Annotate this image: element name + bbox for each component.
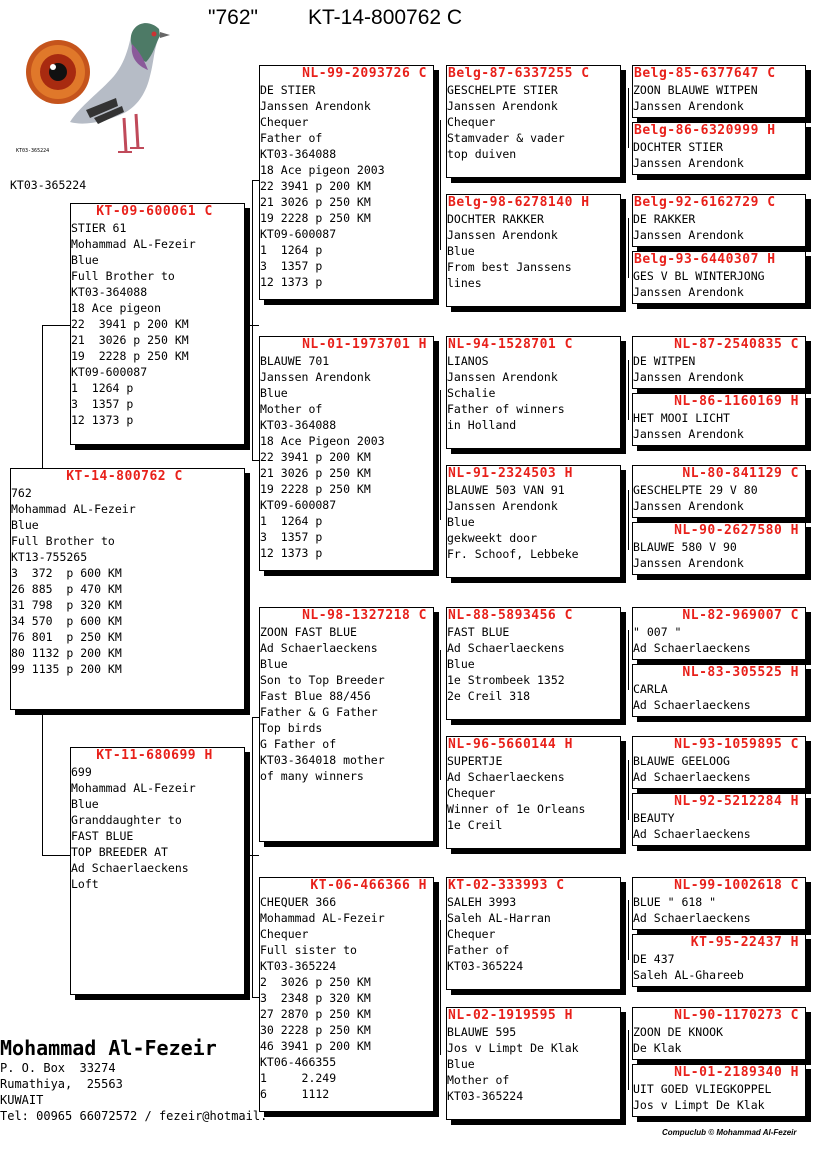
pedigree-line: De Klak bbox=[633, 1041, 682, 1055]
ancestor-card-ring: NL-80-841129 C bbox=[682, 466, 799, 481]
pedigree-line: Janssen Arendonk bbox=[633, 228, 744, 242]
pedigree-line: Ad Schaerlaeckens bbox=[633, 641, 751, 655]
pedigree-line: Janssen Arendonk bbox=[447, 499, 558, 513]
pedigree-line: FAST BLUE bbox=[447, 625, 510, 639]
photo-small-caption: KT03-365224 bbox=[16, 148, 50, 154]
pedigree-line: KT03-364088 bbox=[71, 285, 148, 299]
ancestor-card-ring: Belg-86-6320999 H bbox=[634, 123, 776, 138]
pedigree-line: 31 798 p 320 KM bbox=[11, 598, 122, 612]
great-grandparent-card[interactable] bbox=[446, 1007, 621, 1120]
pedigree-line: 76 801 p 250 KM bbox=[11, 630, 122, 644]
pedigree-line: DE STIER bbox=[260, 83, 316, 97]
pedigree-line: Top birds bbox=[260, 721, 323, 735]
ancestor-card[interactable] bbox=[632, 393, 806, 446]
pedigree-line: Janssen Arendonk bbox=[260, 99, 371, 113]
grandparent-card[interactable] bbox=[259, 65, 434, 300]
ancestor-card-ring: NL-92-5212284 H bbox=[674, 794, 799, 809]
pedigree-line: 1e Strombeek 1352 bbox=[447, 673, 565, 687]
pedigree-line: Jos v Limpt De Klak bbox=[447, 1041, 579, 1055]
pedigree-line: Janssen Arendonk bbox=[447, 99, 558, 113]
pedigree-line: GES V BL WINTERJONG bbox=[633, 269, 765, 283]
pedigree-line: Saleh AL-Harran bbox=[447, 911, 551, 925]
pedigree-ring: KT-14-800762 C bbox=[308, 6, 463, 29]
ancestor-card-ring: NL-83-305525 H bbox=[682, 665, 799, 680]
pedigree-line: UIT GOED VLIEGKOPPEL bbox=[633, 1082, 772, 1096]
pedigree-line: Janssen Arendonk bbox=[633, 370, 744, 384]
pedigree-line: SALEH 3993 bbox=[447, 895, 517, 909]
ancestor-card[interactable] bbox=[632, 194, 806, 247]
ancestor-card[interactable] bbox=[632, 793, 806, 846]
great-grandparent-card-ring: NL-88-5893456 C bbox=[448, 608, 573, 623]
pedigree-line: 12 1373 p bbox=[260, 275, 323, 289]
pedigree-line: Granddaughter to bbox=[71, 813, 182, 827]
pedigree-name: "762" bbox=[208, 6, 258, 29]
pedigree-line: 12 1373 p bbox=[71, 413, 134, 427]
great-grandparent-card-ring: Belg-87-6337255 C bbox=[448, 66, 590, 81]
grandparent-card-ring: NL-01-1973701 H bbox=[302, 337, 427, 352]
pedigree-line: ZOON FAST BLUE bbox=[260, 625, 357, 639]
pedigree-line: 2e Creil 318 bbox=[447, 689, 531, 703]
pedigree-line: 26 885 p 470 KM bbox=[11, 582, 122, 596]
pedigree-line: Blue bbox=[447, 515, 475, 529]
ancestor-card[interactable] bbox=[632, 1064, 806, 1117]
pigeon-photo bbox=[14, 14, 174, 164]
pedigree-line: 18 Ace Pigeon 2003 bbox=[260, 434, 385, 448]
great-grandparent-card[interactable] bbox=[446, 736, 621, 849]
pedigree-line: 18 Ace pigeon 2003 bbox=[260, 163, 385, 177]
pedigree-line: Schalie bbox=[447, 386, 496, 400]
grandparent-card-ring: NL-99-2093726 C bbox=[302, 66, 427, 81]
ancestor-card[interactable] bbox=[632, 1007, 806, 1060]
great-grandparent-card-ring: NL-96-5660144 H bbox=[448, 737, 573, 752]
pedigree-line: KT03-364018 mother bbox=[260, 753, 385, 767]
pedigree-line: 80 1132 p 200 KM bbox=[11, 646, 122, 660]
pedigree-line: Blue bbox=[71, 253, 99, 267]
pedigree-line: KT03-364088 bbox=[260, 418, 337, 432]
pedigree-line: Full sister to bbox=[260, 943, 357, 957]
pedigree-line: 27 2870 p 250 KM bbox=[260, 1007, 371, 1021]
pedigree-line: Blue bbox=[447, 657, 475, 671]
pedigree-line: GESCHELPTE 29 V 80 bbox=[633, 483, 758, 497]
dam-card[interactable] bbox=[70, 747, 245, 995]
pedigree-line: DOCHTER RAKKER bbox=[447, 212, 544, 226]
pedigree-line: lines bbox=[447, 276, 482, 290]
pedigree-line: 3 1357 p bbox=[71, 397, 134, 411]
pedigree-line: 18 Ace pigeon bbox=[71, 301, 162, 315]
ancestor-card[interactable] bbox=[632, 336, 806, 389]
pedigree-line: 22 3941 p 200 KM bbox=[71, 317, 189, 331]
pedigree-line: Mohammad AL-Fezeir bbox=[71, 781, 196, 795]
pedigree-line: Janssen Arendonk bbox=[447, 228, 558, 242]
great-grandparent-card-ring: KT-02-333993 C bbox=[448, 878, 565, 893]
pedigree-line: gekweekt door bbox=[447, 531, 538, 545]
pedigree-line: BLAUWE 595 bbox=[447, 1025, 517, 1039]
ancestor-card[interactable] bbox=[632, 736, 806, 789]
photo-caption: KT03-365224 bbox=[10, 178, 87, 192]
pedigree-line: KT09-600087 bbox=[260, 227, 337, 241]
pedigree-line: KT03-365224 bbox=[447, 1089, 524, 1103]
pedigree-line: BLUE " 618 " bbox=[633, 895, 717, 909]
pedigree-line: Winner of 1e Orleans bbox=[447, 802, 586, 816]
pedigree-line: From best Janssens bbox=[447, 260, 572, 274]
great-grandparent-card[interactable] bbox=[446, 194, 621, 307]
pedigree-line: KT03-365224 bbox=[260, 959, 337, 973]
owner-block bbox=[0, 1036, 267, 1124]
pedigree-line: Ad Schaerlaeckens bbox=[447, 641, 565, 655]
pedigree-line: KT03-365224 bbox=[447, 959, 524, 973]
pedigree-line: Janssen Arendonk bbox=[633, 556, 744, 570]
grandparent-card[interactable] bbox=[259, 336, 434, 571]
pedigree-line: 6 1112 bbox=[260, 1087, 330, 1101]
pedigree-line: Father of winners bbox=[447, 402, 565, 416]
pedigree-line: Ad Schaerlaeckens bbox=[633, 827, 751, 841]
ancestor-card-ring: NL-87-2540835 C bbox=[674, 337, 799, 352]
pedigree-line: STIER 61 bbox=[71, 221, 127, 235]
pedigree-line: in Holland bbox=[447, 418, 517, 432]
pedigree-line: TOP BREEDER AT bbox=[71, 845, 168, 859]
pedigree-line: Mohammad AL-Fezeir bbox=[260, 911, 385, 925]
pedigree-line: 1 1264 p bbox=[260, 514, 323, 528]
pedigree-line: Chequer bbox=[447, 115, 496, 129]
pedigree-line: DE 437 bbox=[633, 952, 675, 966]
pedigree-line: Ad Schaerlaeckens bbox=[260, 641, 378, 655]
pedigree-line: Blue bbox=[11, 518, 39, 532]
pedigree-line: Father of bbox=[447, 943, 510, 957]
pedigree-line: Janssen Arendonk bbox=[633, 427, 744, 441]
pedigree-line: Blue bbox=[447, 244, 475, 258]
ancestor-card[interactable] bbox=[632, 65, 806, 118]
ancestor-card-ring: NL-90-1170273 C bbox=[674, 1008, 799, 1023]
grandparent-card-ring: NL-98-1327218 C bbox=[302, 608, 427, 623]
ancestor-card[interactable] bbox=[632, 664, 806, 717]
ancestor-card-ring: NL-99-1002618 C bbox=[674, 878, 799, 893]
pedigree-line: of many winners bbox=[260, 769, 364, 783]
pedigree-line: FAST BLUE bbox=[71, 829, 134, 843]
pedigree-line: Father of bbox=[260, 131, 323, 145]
pedigree-line: CHEQUER 366 bbox=[260, 895, 337, 909]
pedigree-line: 34 570 p 600 KM bbox=[11, 614, 122, 628]
ancestor-card[interactable] bbox=[632, 465, 806, 518]
ancestor-card[interactable] bbox=[632, 251, 806, 304]
ancestor-card[interactable] bbox=[632, 934, 806, 987]
pedigree-line: 3 372 p 600 KM bbox=[11, 566, 122, 580]
ancestor-card-ring: NL-82-969007 C bbox=[682, 608, 799, 623]
pedigree-line: Full Brother to bbox=[11, 534, 115, 548]
pedigree-line: HET MOOI LICHT bbox=[633, 411, 730, 425]
pedigree-line: 19 2228 p 250 KM bbox=[260, 211, 371, 225]
great-grandparent-card[interactable] bbox=[446, 65, 621, 178]
ancestor-card-ring: NL-86-1160169 H bbox=[674, 394, 799, 409]
pedigree-line: Janssen Arendonk bbox=[633, 99, 744, 113]
pedigree-line: Fr. Schoof, Lebbeke bbox=[447, 547, 579, 561]
pedigree-line: KT03-364088 bbox=[260, 147, 337, 161]
pedigree-line: ZOON BLAUWE WITPEN bbox=[633, 83, 758, 97]
pedigree-line: Blue bbox=[260, 657, 288, 671]
pedigree-line: BLAUWE 701 bbox=[260, 354, 330, 368]
pedigree-line: KT09-600087 bbox=[71, 365, 148, 379]
pedigree-line: Chequer bbox=[447, 786, 496, 800]
ancestor-card-ring: KT-95-22437 H bbox=[690, 935, 799, 950]
pedigree-line: 19 2228 p 250 KM bbox=[260, 482, 371, 496]
pedigree-line: 46 3941 p 200 KM bbox=[260, 1039, 371, 1053]
pedigree-line: 2 3026 p 250 KM bbox=[260, 975, 371, 989]
pedigree-line: 1 2.249 bbox=[260, 1071, 337, 1085]
pedigree-line: Mother of bbox=[260, 402, 323, 416]
pedigree-line: Son to Top Breeder bbox=[260, 673, 385, 687]
pedigree-line: " 007 " bbox=[633, 625, 682, 639]
pedigree-line: Saleh AL-Ghareeb bbox=[633, 968, 744, 982]
great-grandparent-card[interactable] bbox=[446, 336, 621, 449]
pedigree-line: 99 1135 p 200 KM bbox=[11, 662, 122, 676]
ancestor-card[interactable] bbox=[632, 607, 806, 660]
grandparent-card-ring: KT-06-466366 H bbox=[310, 878, 427, 893]
pedigree-line: BEAUTY bbox=[633, 811, 675, 825]
pedigree-line: 21 3026 p 250 KM bbox=[71, 333, 189, 347]
ancestor-card[interactable] bbox=[632, 122, 806, 175]
pedigree-line: Fast Blue 88/456 bbox=[260, 689, 371, 703]
owner-address-2: Rumathiya, 25563 bbox=[0, 1077, 123, 1091]
pedigree-line: Full Brother to bbox=[71, 269, 175, 283]
pedigree-line: Janssen Arendonk bbox=[260, 370, 371, 384]
grandparent-card[interactable] bbox=[259, 877, 434, 1112]
great-grandparent-card[interactable] bbox=[446, 877, 621, 990]
pedigree-line: 21 3026 p 250 KM bbox=[260, 466, 371, 480]
pedigree-line: Mohammad AL-Fezeir bbox=[71, 237, 196, 251]
pedigree-line: KT09-600087 bbox=[260, 498, 337, 512]
pedigree-line: Janssen Arendonk bbox=[633, 285, 744, 299]
pedigree-line: 30 2228 p 250 KM bbox=[260, 1023, 371, 1037]
pedigree-line: ZOON DE KNOOK bbox=[633, 1025, 724, 1039]
pedigree-line: 1 1264 p bbox=[71, 381, 134, 395]
owner-name: Mohammad Al-Fezeir bbox=[0, 1036, 217, 1060]
pedigree-line: SUPERTJE bbox=[447, 754, 503, 768]
pedigree-line: Ad Schaerlaeckens bbox=[71, 861, 189, 875]
pedigree-line: KT13-755265 bbox=[11, 550, 88, 564]
grandparent-card[interactable] bbox=[259, 607, 434, 842]
pedigree-line: Ad Schaerlaeckens bbox=[633, 911, 751, 925]
pedigree-line: Janssen Arendonk bbox=[447, 370, 558, 384]
ancestor-card-ring: Belg-92-6162729 C bbox=[634, 195, 776, 210]
ancestor-card-ring: NL-01-2189340 H bbox=[674, 1065, 799, 1080]
pedigree-line: 22 3941 p 200 KM bbox=[260, 450, 371, 464]
pedigree-line: 1 1264 p bbox=[260, 243, 323, 257]
owner-address-1: P. O. Box 33274 bbox=[0, 1061, 116, 1075]
pedigree-line: Blue bbox=[447, 1057, 475, 1071]
sire-card[interactable] bbox=[70, 203, 245, 445]
pedigree-line: LIANOS bbox=[447, 354, 489, 368]
pedigree-line: 3 1357 p bbox=[260, 530, 323, 544]
pedigree-line: Loft bbox=[71, 877, 99, 891]
pedigree-line: 22 3941 p 200 KM bbox=[260, 179, 371, 193]
pedigree-line: Jos v Limpt De Klak bbox=[633, 1098, 765, 1112]
pedigree-line: 1e Creil bbox=[447, 818, 503, 832]
pedigree-line: Ad Schaerlaeckens bbox=[633, 698, 751, 712]
pedigree-line: GESCHELPTE STIER bbox=[447, 83, 558, 97]
ancestor-card-ring: Belg-85-6377647 C bbox=[634, 66, 776, 81]
pedigree-line: BLAUWE 580 V 90 bbox=[633, 540, 737, 554]
pedigree-line: 699 bbox=[71, 765, 92, 779]
great-grandparent-card[interactable] bbox=[446, 607, 621, 720]
pedigree-line: Ad Schaerlaeckens bbox=[633, 770, 751, 784]
subject-card[interactable] bbox=[10, 468, 245, 710]
ancestor-card[interactable] bbox=[632, 877, 806, 930]
owner-address-3: KUWAIT bbox=[0, 1093, 44, 1107]
pedigree-line: top duiven bbox=[447, 147, 517, 161]
pedigree-line: DE RAKKER bbox=[633, 212, 696, 226]
pedigree-line: 19 2228 p 250 KM bbox=[71, 349, 189, 363]
sire-ring: KT-09-600061 C bbox=[96, 204, 213, 219]
great-grandparent-card-ring: NL-02-1919595 H bbox=[448, 1008, 573, 1023]
pedigree-line: Janssen Arendonk bbox=[633, 156, 744, 170]
dam-ring: KT-11-680699 H bbox=[96, 748, 213, 763]
owner-contact: Tel: 00965 66072572 / fezeir@hotmail. bbox=[0, 1109, 268, 1123]
pedigree-line: Mother of bbox=[447, 1073, 510, 1087]
pedigree-line: Blue bbox=[260, 386, 288, 400]
pedigree-line: 12 1373 p bbox=[260, 546, 323, 560]
pedigree-line: Chequer bbox=[447, 927, 496, 941]
ancestor-card-ring: NL-93-1059895 C bbox=[674, 737, 799, 752]
pedigree-line: Mohammad AL-Fezeir bbox=[11, 502, 136, 516]
footer-credit: Compuclub © Mohammad Al-Fezeir bbox=[662, 1128, 797, 1137]
ancestor-card[interactable] bbox=[632, 522, 806, 575]
pedigree-line: Blue bbox=[71, 797, 99, 811]
great-grandparent-card-ring: NL-94-1528701 C bbox=[448, 337, 573, 352]
pedigree-line: Janssen Arendonk bbox=[633, 499, 744, 513]
great-grandparent-card-ring: Belg-98-6278140 H bbox=[448, 195, 590, 210]
pedigree-line: Father & G Father bbox=[260, 705, 378, 719]
great-grandparent-card[interactable] bbox=[446, 465, 621, 578]
pedigree-line: 762 bbox=[11, 486, 32, 500]
subject-ring: KT-14-800762 C bbox=[66, 469, 183, 484]
pedigree-line: DE WITPEN bbox=[633, 354, 696, 368]
pedigree-line: KT06-466355 bbox=[260, 1055, 337, 1069]
pedigree-line: BLAUWE GEELOOG bbox=[633, 754, 730, 768]
pedigree-line: G Father of bbox=[260, 737, 337, 751]
pedigree-line: 21 3026 p 250 KM bbox=[260, 195, 371, 209]
pedigree-line: CARLA bbox=[633, 682, 668, 696]
pedigree-line: Stamvader & vader bbox=[447, 131, 565, 145]
pedigree-line: 3 1357 p bbox=[260, 259, 323, 273]
pedigree-line: BLAUWE 503 VAN 91 bbox=[447, 483, 565, 497]
great-grandparent-card-ring: NL-91-2324503 H bbox=[448, 466, 573, 481]
ancestor-card-ring: Belg-93-6440307 H bbox=[634, 252, 776, 267]
pedigree-line: Chequer bbox=[260, 927, 309, 941]
pedigree-line: DOCHTER STIER bbox=[633, 140, 724, 154]
ancestor-card-ring: NL-90-2627580 H bbox=[674, 523, 799, 538]
pedigree-line: Chequer bbox=[260, 115, 309, 129]
pedigree-line: 3 2348 p 320 KM bbox=[260, 991, 371, 1005]
pedigree-line: Ad Schaerlaeckens bbox=[447, 770, 565, 784]
